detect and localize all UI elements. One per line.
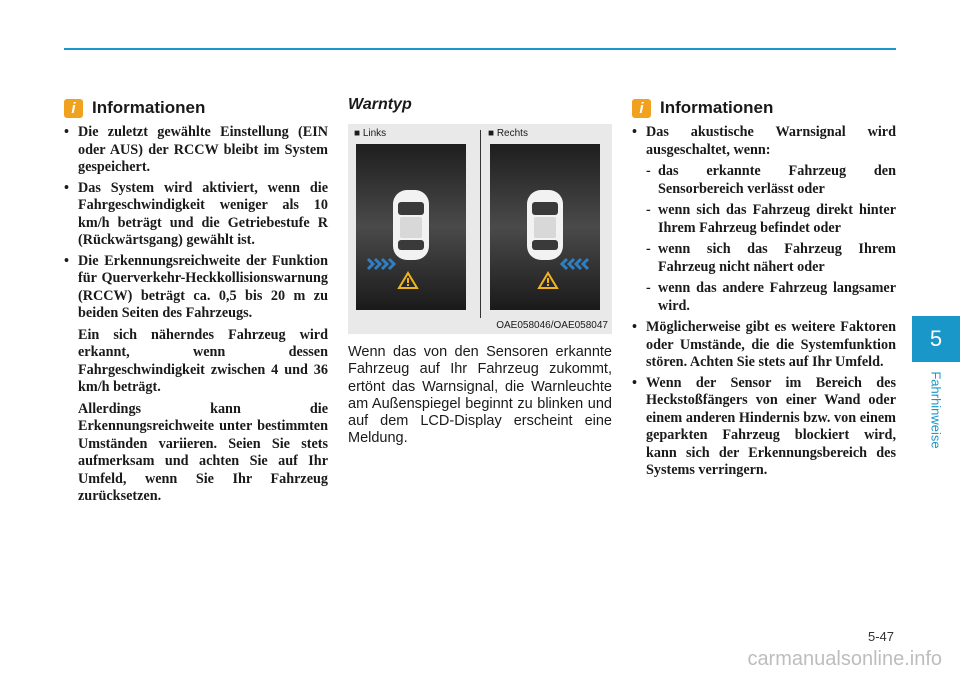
lcd-screen-left (356, 144, 466, 310)
info-icon: i (632, 99, 651, 118)
warning-figure (348, 124, 612, 334)
info-list (64, 124, 328, 323)
list-item: • Die Erkennungsreichweite der Funktion für Querverkehr-Heckkollisionswarnung (RCCW) beträgt ca. 0,5 bis 20 m zu beiden Seiten des Fahrzeugs. (64, 253, 328, 323)
info-title: Informationen (660, 98, 774, 117)
figure-panel-left (348, 124, 478, 334)
sub-list-item: - wenn sich das Fahrzeug Ihrem Fahrzeug nicht nähert oder (646, 241, 896, 276)
figure-label-right: ■ Rechts (488, 128, 528, 139)
info-title: Informationen (92, 98, 206, 117)
left-column (64, 96, 328, 509)
info-icon: i (64, 99, 83, 118)
info-paragraph: Ein sich näherndes Fahrzeug wird erkannt, wenn dessen Fahrgeschwindigkeit zwischen 4 und 36 km/h beträgt. (78, 326, 328, 395)
sub-list-item: - wenn das andere Fahrzeug langsamer wird. (646, 280, 896, 315)
sub-list-item: - wenn sich das Fahrzeug direkt hinter Ihrem Fahrzeug befindet oder (646, 202, 896, 237)
lcd-screen-right (490, 144, 600, 310)
figure-label-left: ■ Links (354, 128, 387, 139)
sub-list (646, 163, 896, 315)
right-column (632, 96, 896, 483)
info-heading (64, 96, 328, 120)
middle-column (348, 96, 612, 448)
figure-divider (480, 130, 481, 318)
list-item: • Das System wird aktiviert, wenn die Fahrgeschwindigkeit weniger als 10 km/h beträgt und die Getriebestufe R (Rückwärtsgang) gewählt ist. (64, 180, 328, 250)
section-title: Warntyp (348, 96, 412, 113)
chapter-tab: 5 (912, 316, 960, 362)
warning-description: Wenn das von den Sensoren erkannte Fahrzeug auf Ihr Fahrzeug zukommt, ertönt das Warnsignal, die Warnleuchte am Außenspiegel beginnt zu blinken und auf dem LCD-Display erscheint eine Meldung. (348, 344, 612, 447)
list-item (632, 124, 896, 315)
list-item: • Möglicherweise gibt es weitere Faktoren oder Umstände, die die Systemfunktion stören. Achten Sie stets auf Ihr Umfeld. (632, 319, 896, 372)
list-item: • Die zuletzt gewählte Einstellung (EIN oder AUS) der RCCW bleibt im System gespeichert. (64, 124, 328, 177)
page-number: 5-47 (867, 629, 894, 644)
list-item: • Wenn der Sensor im Bereich des Heckstoßfängers von einer Wand oder einem anderen Hindernis bzw. von einem geparkten Fahrzeug blockiert wird, kann sich der Erkennungsbereich des Systems verringern. (632, 375, 896, 480)
info-paragraph: Allerdings kann die Erkennungsreichweite unter bestimmten Umständen variieren. Seien Sie stets aufmerksam und achten Sie auf Ihr Umfeld, wenn Sie Ihr Fahrzeug zurücksetzen. (78, 400, 328, 504)
figure-panel-right (482, 124, 612, 334)
figure-code: OAE058046/OAE058047 (496, 320, 608, 331)
sub-list-item: - das erkannte Fahrzeug den Sensorbereich verlässt oder (646, 163, 896, 198)
info-list (632, 124, 896, 480)
info-heading (632, 96, 896, 120)
chapter-label: Fahrhinweise (928, 371, 944, 449)
watermark: carmanualsonline.info (747, 648, 942, 670)
top-rule (64, 48, 896, 50)
car-top-view-icon (356, 144, 466, 310)
car-top-view-icon (490, 144, 600, 310)
list-item-text: Das akustische Warnsignal wird ausgeschaltet, wenn: (646, 124, 896, 158)
